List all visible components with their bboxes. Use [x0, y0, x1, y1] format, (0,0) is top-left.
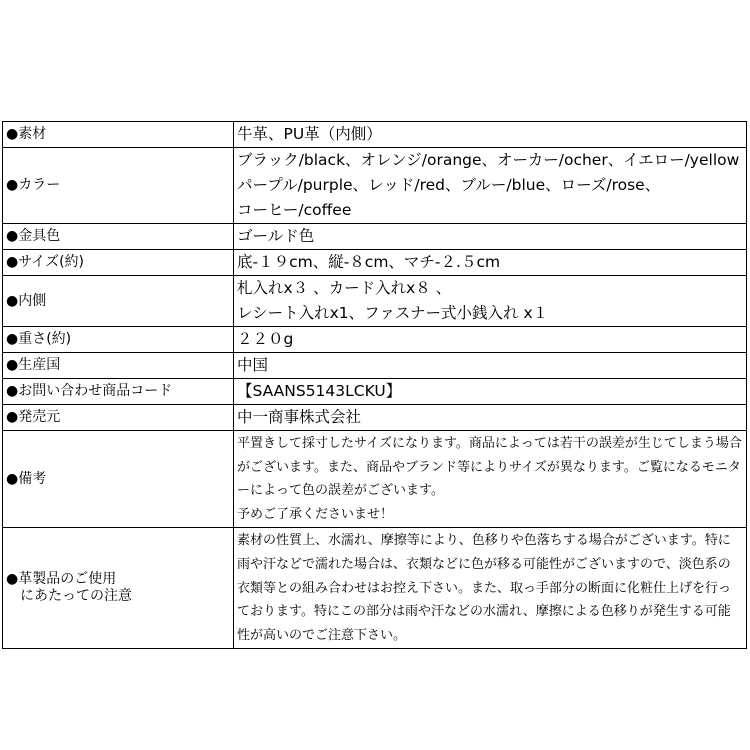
- row-value-material: [234, 122, 747, 148]
- bullet-icon: ●: [6, 470, 19, 487]
- row-value-interior: [234, 276, 747, 327]
- table-row: [3, 353, 747, 379]
- row-label-text: 重さ(約): [18, 331, 72, 347]
- row-label-text: 生産国: [18, 357, 61, 373]
- table-row: [3, 276, 747, 327]
- row-label-product-code: [3, 379, 234, 405]
- spec-table: [2, 121, 747, 649]
- row-value-line: 中国: [237, 356, 269, 374]
- row-value-product-code: [234, 379, 747, 405]
- table-row: [3, 224, 747, 250]
- row-label-text: サイズ(約): [18, 254, 85, 270]
- row-value-line: ２２０g: [237, 330, 294, 348]
- row-value-hardware-color: [234, 224, 747, 250]
- table-row: [3, 148, 747, 224]
- row-value-line: レシート入れx1、ファスナー式小銭入れ x１: [237, 304, 549, 322]
- row-label-text: お問い合わせ商品コード: [18, 383, 173, 399]
- row-label-text: 金具色: [18, 228, 61, 244]
- bullet-icon: ●: [6, 254, 19, 270]
- row-value-weight: [234, 327, 747, 353]
- table-row: [3, 250, 747, 276]
- row-value-line: 底-１９cm、縦-８cm、マチ-２.５cm: [237, 253, 501, 271]
- row-value-size: [234, 250, 747, 276]
- table-row: [3, 431, 747, 528]
- row-value-country: [234, 353, 747, 379]
- table-row: [3, 405, 747, 431]
- row-label-leather-care: [3, 528, 234, 649]
- row-value-line: ゴールド色: [237, 227, 315, 245]
- row-label-text: 素材: [18, 126, 47, 142]
- row-value-line: パープル/purple、レッド/red、ブルー/blue、ローズ/rose、: [237, 176, 661, 194]
- row-value-line: 素材の性質上、水濡れ、摩擦等により、色移りや色落ちする場合がございます。特に雨や汗などで濡れた場合は、衣類などに色が移る可能性がございますので、淡色系の衣類等との組み合わせはお控え下さい。また、取っ手部分の断面に化粧仕上げを行っております。特にこの部分は雨や汗などの水濡れ、摩擦による色移りが発生する可能性が高いのでご注意下さい。: [237, 533, 732, 643]
- bullet-icon: ●: [6, 383, 19, 399]
- row-label-country: [3, 353, 234, 379]
- row-label-distributor: [3, 405, 234, 431]
- row-label-material: [3, 122, 234, 148]
- table-row: [3, 379, 747, 405]
- bullet-icon: ●: [6, 571, 19, 588]
- bullet-icon: ●: [6, 357, 19, 373]
- bullet-icon: ●: [6, 331, 19, 347]
- row-value-line: 中一商事株式会社: [237, 408, 362, 426]
- table-row: [3, 327, 747, 353]
- table-row: [3, 528, 747, 649]
- row-label-text: 発売元: [18, 409, 61, 425]
- row-label-weight: [3, 327, 234, 353]
- row-label-hardware-color: [3, 224, 234, 250]
- row-label-size: [3, 250, 234, 276]
- row-label-text: 内側: [18, 292, 47, 309]
- row-label-text: 革製品のご使用: [18, 571, 117, 588]
- row-value-line: 平置きして採寸したサイズになります。商品によっては若干の誤差が生じてしまう場合がございます。また、商品やブランド等によりサイズが異なります。ご覧になるモニターによって色の誤差がございます。: [237, 436, 742, 499]
- table-row: [3, 122, 747, 148]
- bullet-icon: ●: [6, 177, 19, 193]
- row-value-leather-care: [234, 528, 747, 649]
- bullet-icon: ●: [6, 409, 19, 425]
- row-label-text: カラー: [18, 177, 61, 193]
- row-value-distributor: [234, 405, 747, 431]
- row-value-line: 牛革、PU革（内側）: [237, 125, 382, 143]
- row-label-text: 備考: [18, 470, 47, 487]
- bullet-icon: ●: [6, 126, 19, 142]
- row-value-line: 【SAANS5143LCKU】: [237, 382, 402, 400]
- row-label-interior: [3, 276, 234, 327]
- row-value-color: [234, 148, 747, 224]
- row-value-line: 予めご了承くださいませ！: [237, 506, 394, 522]
- bullet-icon: ●: [6, 292, 19, 309]
- row-label-color: [3, 148, 234, 224]
- row-label-remarks: [3, 431, 234, 528]
- row-value-line: ブラック/black、オレンジ/orange、オーカー/ocher、イエロー/yellow: [237, 151, 740, 169]
- row-label-text-line2: にあたっての注意: [20, 588, 132, 605]
- row-value-line: コーヒー/coffee: [237, 201, 352, 219]
- row-value-remarks: [234, 431, 747, 528]
- bullet-icon: ●: [6, 228, 19, 244]
- row-value-line: 札入れx３ 、カード入れx８ 、: [237, 279, 452, 297]
